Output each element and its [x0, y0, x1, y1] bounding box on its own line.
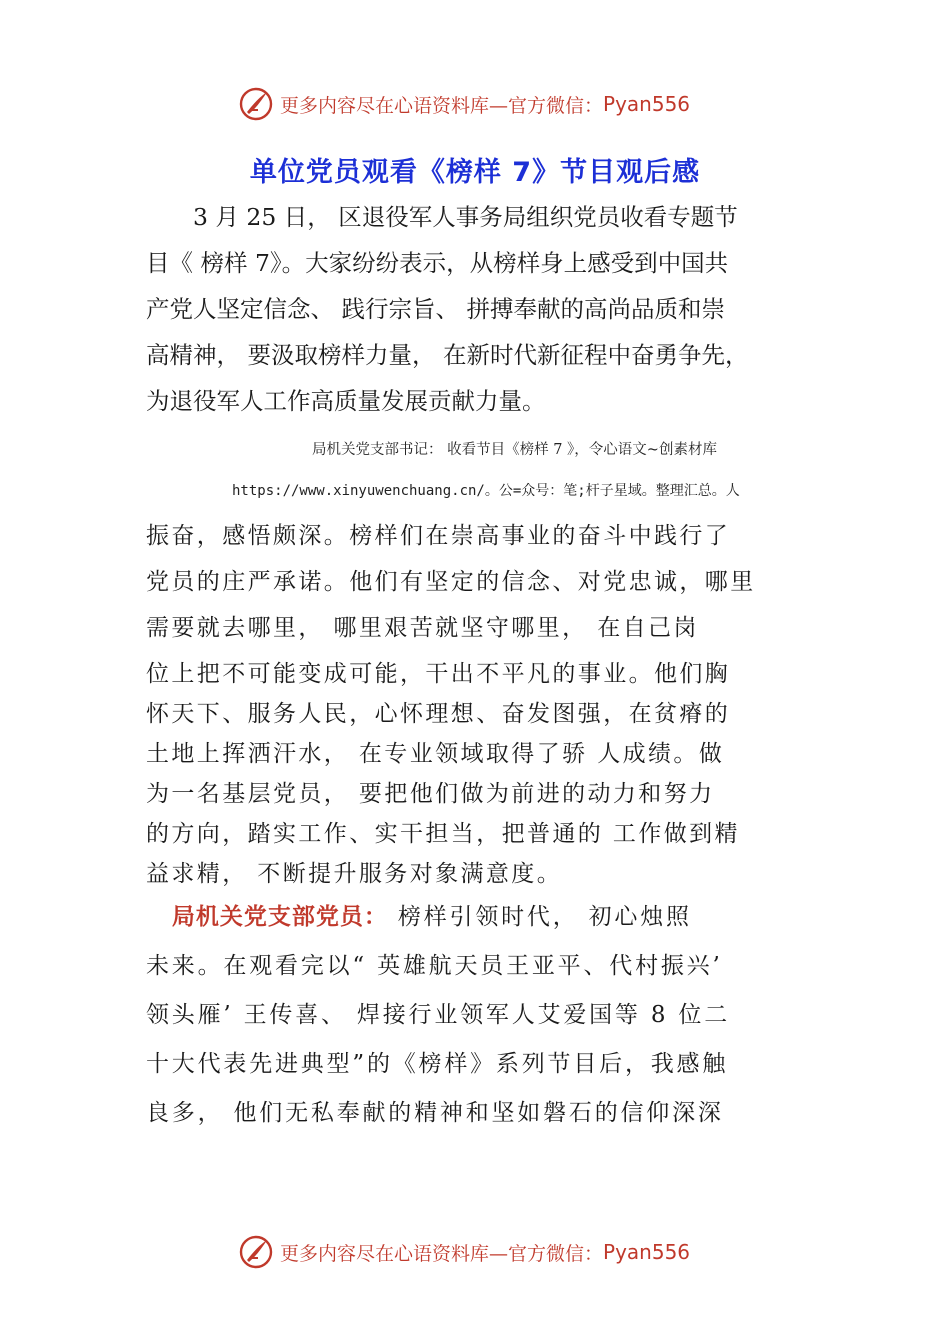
text-line: 十大代表先进典型”的《榜样》系列节目后，我感触	[146, 1051, 729, 1077]
text-line: 土地上挥洒汗水， 在专业领域取得了骄 人成绩。做	[146, 741, 725, 767]
text-line: 需要就去哪里， 哪里艰苦就坚守哪里， 在自己岗	[146, 615, 699, 641]
footer-banner	[238, 1232, 758, 1272]
paragraph-3	[146, 893, 826, 1138]
wechat-handle: Pyan556	[603, 1240, 691, 1264]
text-line: 目《 榜样 7》。大家纷纷表示，从榜样身上感受到中国共	[146, 249, 729, 277]
quill-seal-icon	[238, 86, 274, 122]
text-line: 领头雁’ 王传喜、 焊接行业领军人艾爱国等 8 位二	[146, 1002, 730, 1028]
text-line: 怀天下、服务人民，心怀理想、奋发图强，在贫瘠的	[146, 701, 731, 727]
text-line: 党员的庄严承诺。他们有坚定的信念、对党忠诚，哪里	[146, 569, 756, 595]
text-line: 为一名基层党员， 要把他们做为前进的动力和努力	[146, 781, 715, 807]
quill-seal-icon	[238, 1234, 274, 1270]
text-line: 高精神， 要汲取榜样力量， 在新时代新征程中奋勇争先，	[146, 341, 749, 369]
note-line-1: 局机关党支部书记： 收看节目《榜样 7 》，令心语文~创素材库	[312, 442, 717, 458]
text-line: 3 月 25 日， 区退役军人事务局组织党员收看专题节	[146, 203, 738, 231]
paragraph-2	[146, 513, 826, 891]
text-line: 的方向，踏实工作、实干担当，把普通的 工作做到精	[146, 821, 740, 847]
text-line: 良多， 他们无私奉献的精神和坚如磐石的信仰深深	[146, 1100, 724, 1126]
note-line-2: https://www.xinyuwenchuang.cn/。公=众号：笔;杆子星域。整理汇总。人	[232, 483, 740, 499]
banner-text: 更多内容尽在心语资料库—官方微信：	[280, 94, 604, 117]
text-line: 振奋，感悟颇深。榜样们在崇高事业的奋斗中践行了	[146, 523, 731, 549]
text-line: 位上把不可能变成可能，干出不平凡的事业。他们胸	[146, 661, 731, 687]
wechat-handle: Pyan556	[603, 92, 691, 116]
text-line: 产党人坚定信念、 践行宗旨、 拼搏奉献的高尚品质和崇	[146, 295, 725, 323]
paragraph-lead: 局机关党支部党员：	[171, 904, 388, 930]
document-title: 单位党员观看《榜样 7》节目观后感	[249, 157, 701, 188]
banner-text: 更多内容尽在心语资料库—官方微信：	[280, 1242, 604, 1265]
text-line: 为退役军人工作高质量发展贡献力量。	[146, 387, 546, 415]
paragraph-1	[146, 194, 826, 424]
text-line	[146, 893, 826, 942]
text-line: 未来。在观看完以“ 英雄航天员王亚平、代村振兴’	[146, 953, 723, 979]
header-banner	[238, 84, 758, 124]
text-line: 益求精， 不断提升服务对象满意度。	[146, 861, 563, 887]
text-fragment: 榜样引领时代， 初心烛照	[387, 904, 692, 930]
